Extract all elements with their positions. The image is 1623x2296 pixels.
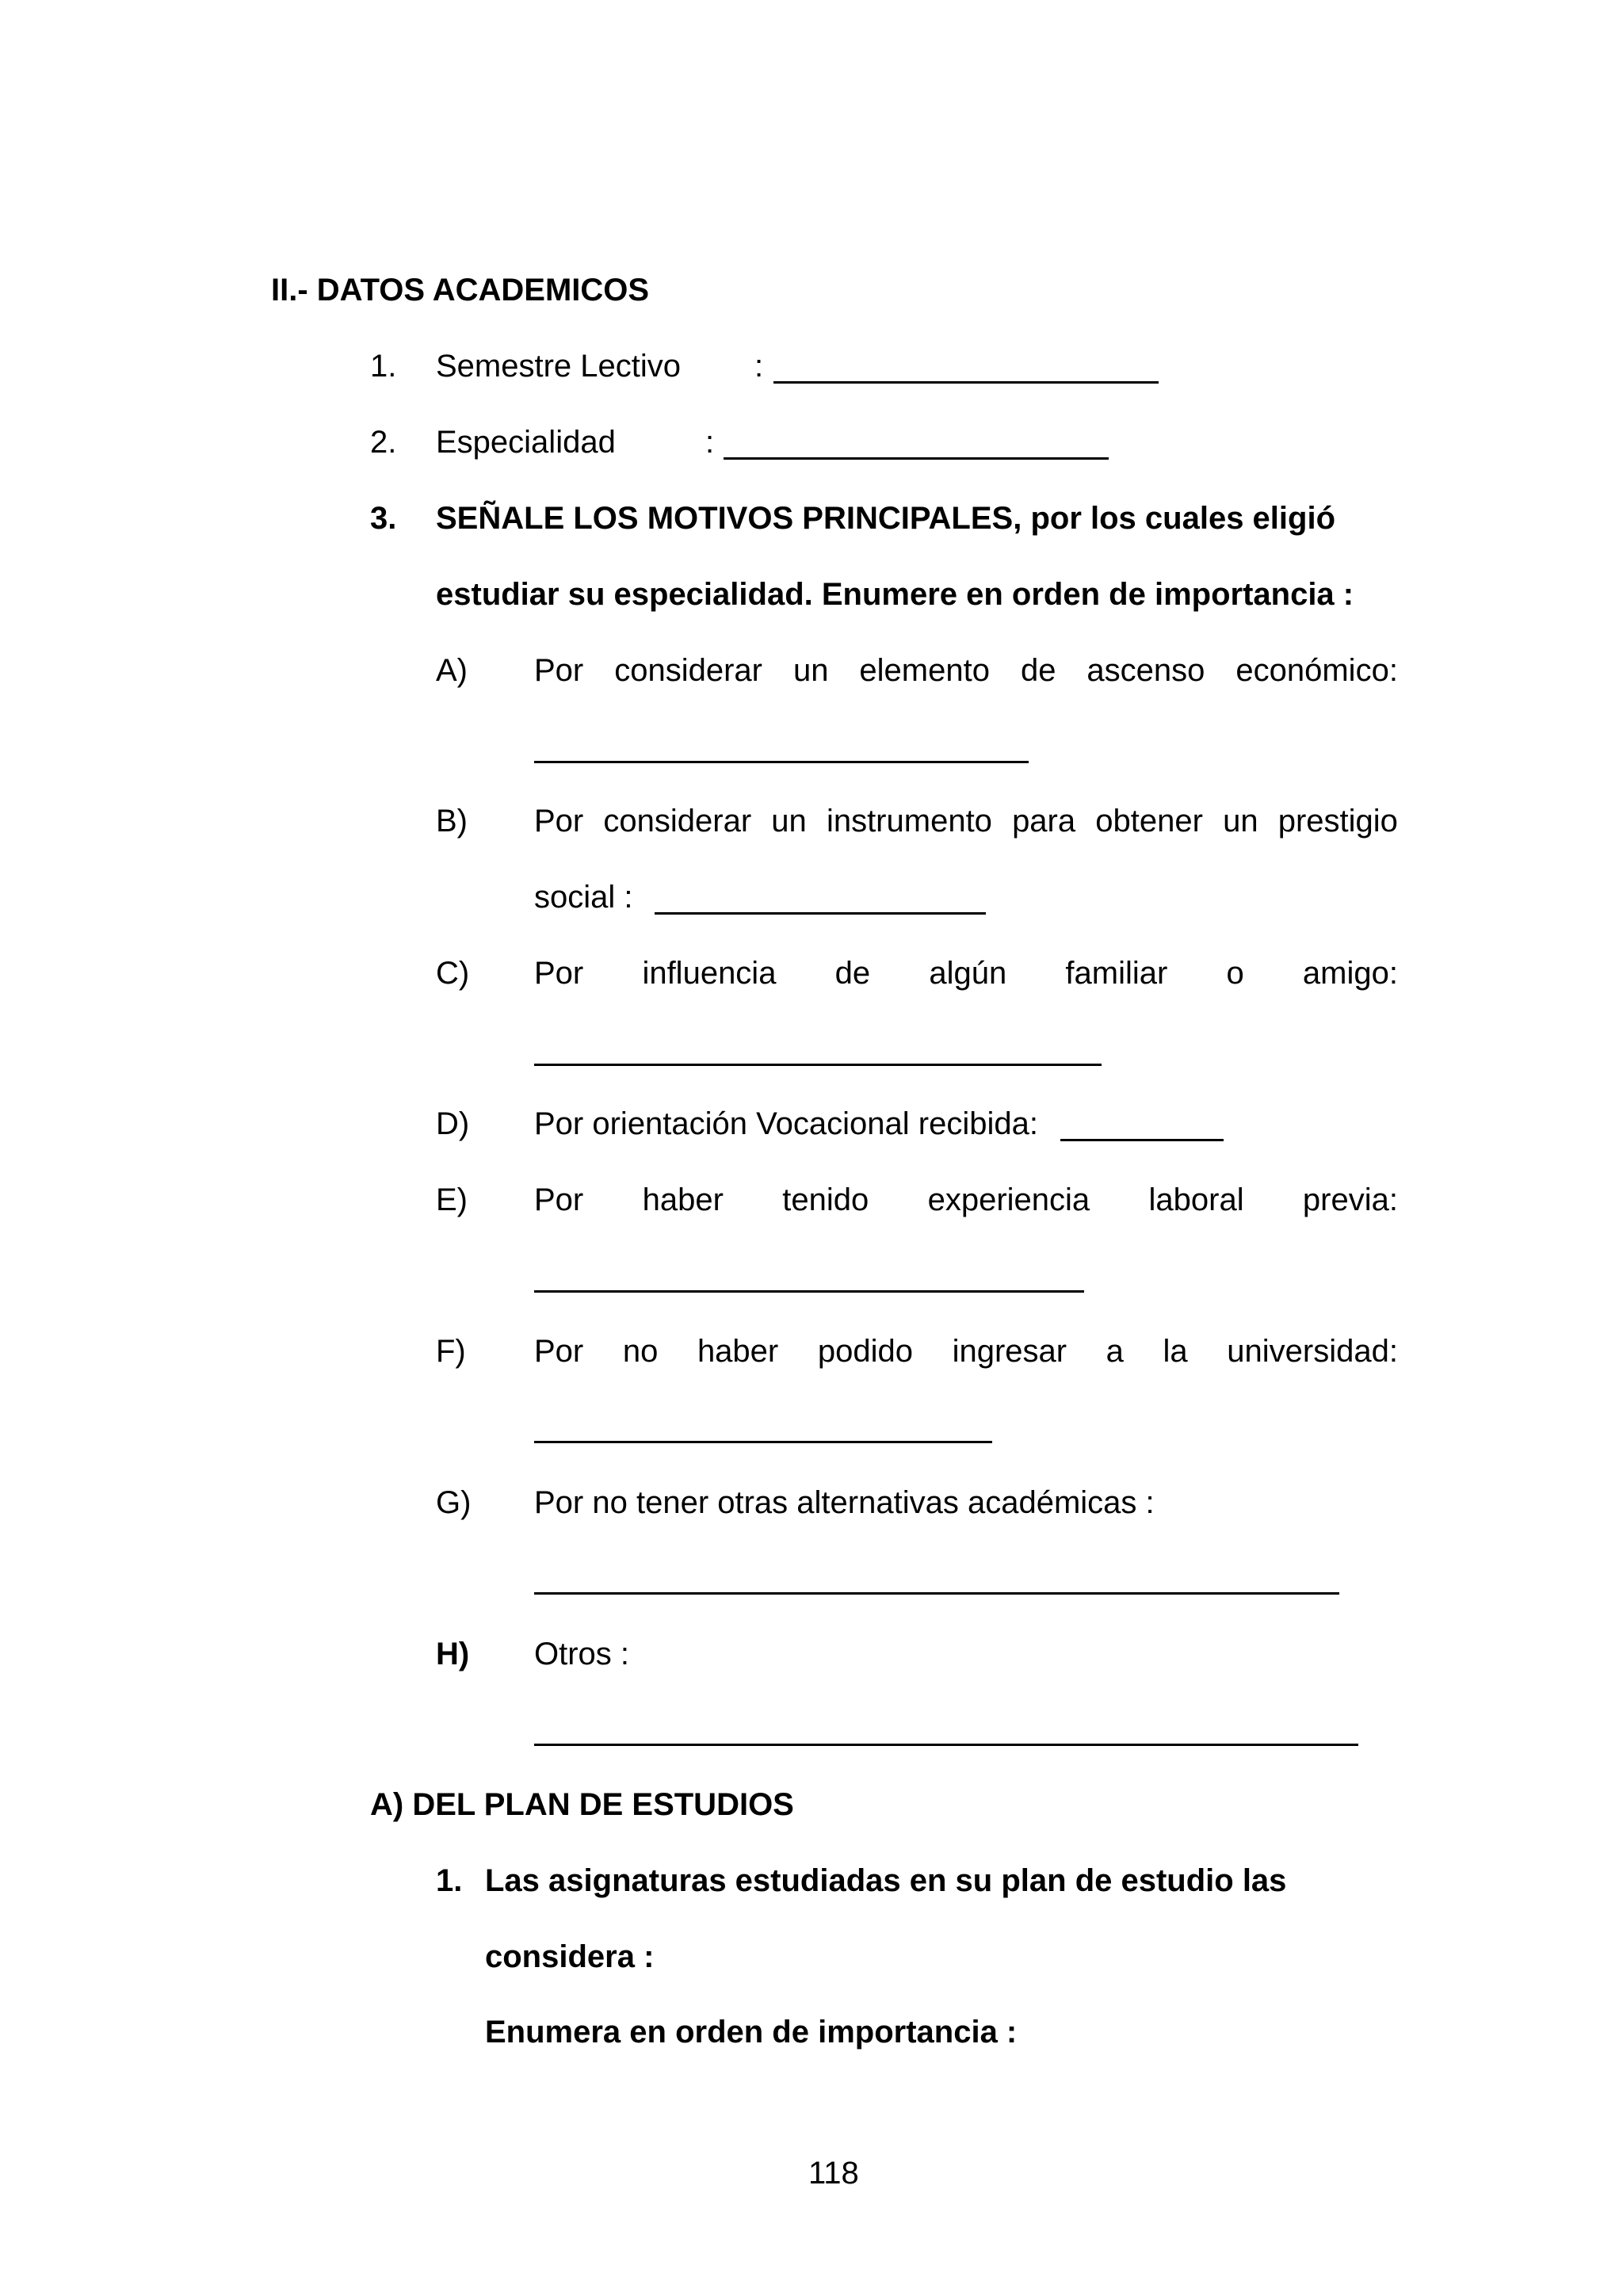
option-e-blank[interactable] bbox=[534, 1290, 1084, 1293]
option-g-blank[interactable] bbox=[534, 1592, 1339, 1595]
semestre-lectivo-blank[interactable] bbox=[773, 381, 1159, 384]
question-1-line-1: Las asignaturas estudiadas en su plan de estudio las bbox=[485, 1863, 1287, 1898]
item-2-number: 2. bbox=[370, 425, 397, 460]
question-1-line-2: considera : bbox=[485, 1939, 655, 1974]
item-1-label: Semestre Lectivo bbox=[436, 349, 682, 384]
option-g-letter: G) bbox=[436, 1485, 472, 1520]
option-d-blank[interactable] bbox=[1060, 1139, 1224, 1141]
item-2-colon: : bbox=[705, 425, 715, 460]
item-2-label: Especialidad bbox=[436, 425, 616, 460]
question-1-line-3: Enumera en orden de importancia : bbox=[485, 2015, 1018, 2050]
option-c-blank[interactable] bbox=[534, 1064, 1102, 1066]
option-a-text: Por considerar un elemento de ascenso económico: bbox=[534, 653, 1398, 688]
especialidad-blank[interactable] bbox=[724, 457, 1109, 460]
option-d-letter: D) bbox=[436, 1106, 470, 1141]
option-b-letter: B) bbox=[436, 804, 468, 839]
option-c-letter: C) bbox=[436, 956, 470, 991]
option-h-blank[interactable] bbox=[534, 1744, 1358, 1746]
option-e-text: Por haber tenido experiencia laboral previa: bbox=[534, 1182, 1398, 1217]
subsection-title: A) DEL PLAN DE ESTUDIOS bbox=[370, 1787, 794, 1822]
option-d-text: Por orientación Vocacional recibida: bbox=[534, 1106, 1038, 1141]
item-3-line-1: SEÑALE LOS MOTIVOS PRINCIPALES, por los cuales eligió bbox=[436, 501, 1335, 536]
item-3-line-2: estudiar su especialidad. Enumere en orden de importancia : bbox=[436, 577, 1354, 612]
option-f-letter: F) bbox=[436, 1334, 466, 1369]
page-number: 118 bbox=[808, 2156, 859, 2191]
option-b-line-2: social : bbox=[534, 880, 633, 915]
option-g-text: Por no tener otras alternativas académicas : bbox=[534, 1485, 1155, 1520]
option-a-letter: A) bbox=[436, 653, 468, 688]
option-c-text: Por influencia de algún familiar o amigo: bbox=[534, 956, 1398, 991]
item-1-number: 1. bbox=[370, 349, 397, 384]
option-e-letter: E) bbox=[436, 1182, 468, 1217]
question-1-number: 1. bbox=[436, 1863, 463, 1898]
section-title: II.- DATOS ACADEMICOS bbox=[271, 273, 650, 308]
option-b-blank[interactable] bbox=[655, 912, 986, 915]
option-b-text: Por considerar un instrumento para obtener un prestigio bbox=[534, 804, 1398, 839]
option-f-blank[interactable] bbox=[534, 1441, 992, 1443]
item-3-number: 3. bbox=[370, 501, 397, 536]
option-h-text: Otros : bbox=[534, 1637, 630, 1671]
option-h-letter: H) bbox=[436, 1637, 470, 1671]
item-1-colon: : bbox=[754, 349, 764, 384]
option-a-blank[interactable] bbox=[534, 761, 1029, 763]
option-f-text: Por no haber podido ingresar a la universidad: bbox=[534, 1334, 1398, 1369]
